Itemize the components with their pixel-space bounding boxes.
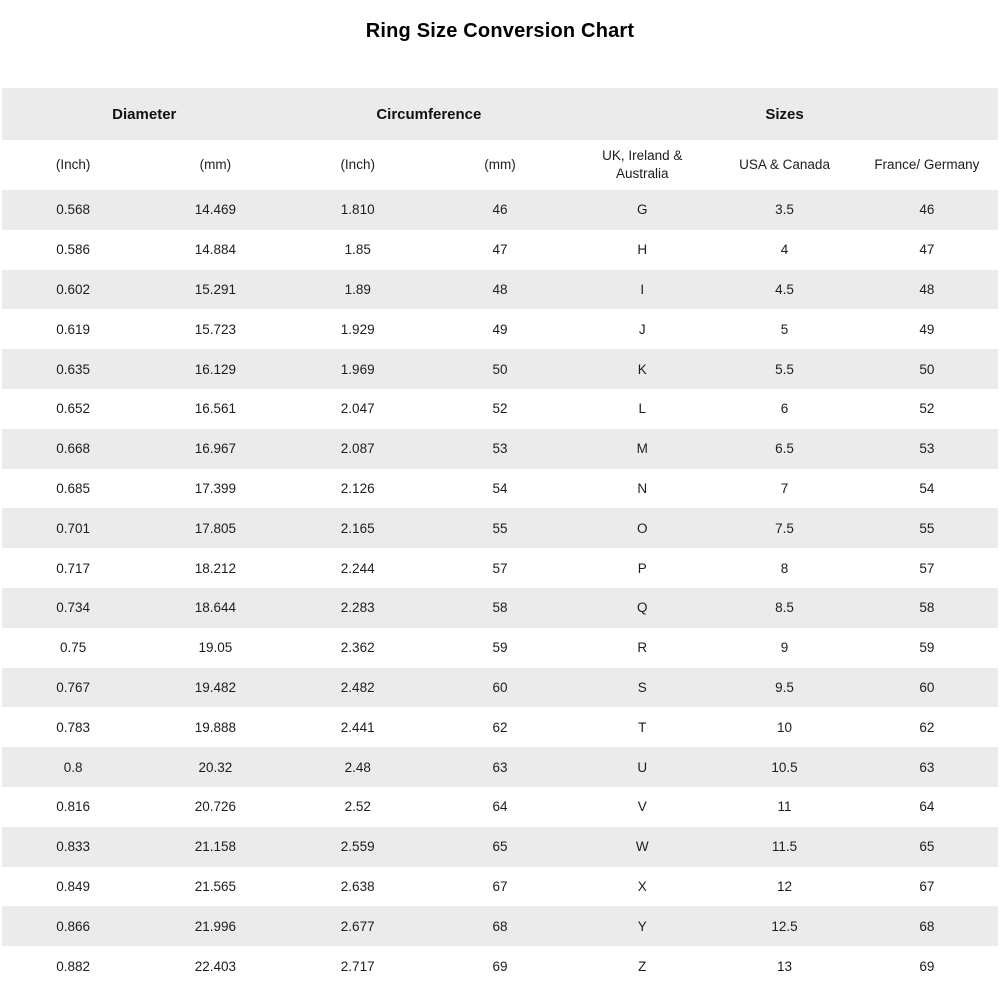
- table-cell: 1.810: [340, 202, 375, 218]
- table-cell: 1.85: [344, 242, 371, 258]
- table-cell: 10: [777, 719, 793, 735]
- table-cell: 6.5: [775, 441, 794, 457]
- table-cell: S: [637, 679, 647, 695]
- group-header-diameter: Diameter: [112, 105, 177, 123]
- table-cell: V: [637, 799, 647, 815]
- table-cell: 68: [919, 918, 935, 934]
- table-cell: 2.482: [340, 679, 375, 695]
- table-row: [2, 707, 998, 747]
- table-row: [2, 747, 998, 787]
- group-header-sizes: Sizes: [765, 105, 804, 123]
- table-cell: Y: [637, 918, 647, 934]
- table-cell: 12.5: [771, 918, 798, 934]
- table-row: [2, 628, 998, 668]
- table-cell: K: [637, 361, 647, 377]
- table-cell: 7: [780, 480, 789, 496]
- table-cell: 21.158: [194, 839, 237, 855]
- table-cell: 60: [492, 679, 508, 695]
- table-cell: 48: [919, 281, 935, 297]
- column-header-france-germany: France/ Germany: [874, 157, 980, 173]
- table-cell: H: [637, 242, 648, 258]
- table-body: [2, 190, 998, 986]
- table-cell: M: [636, 441, 648, 457]
- table-cell: 19.482: [194, 679, 237, 695]
- column-header-uk-ireland-australia: UK, Ireland & Australia: [602, 148, 683, 181]
- table-cell: 55: [919, 520, 935, 536]
- table-cell: 13: [777, 958, 793, 974]
- table-cell: 46: [919, 202, 935, 218]
- table-cell: 19.888: [194, 719, 237, 735]
- table-cell: 2.638: [340, 878, 375, 894]
- table-row: [2, 827, 998, 867]
- table-cell: 48: [492, 281, 508, 297]
- table-cell: 69: [492, 958, 508, 974]
- table-cell: X: [637, 878, 647, 894]
- table-cell: 14.469: [194, 202, 237, 218]
- table-cell: 22.403: [194, 958, 237, 974]
- table-cell: 63: [919, 759, 935, 775]
- table-cell: 9: [780, 640, 789, 656]
- table-row: [2, 190, 998, 230]
- table-cell: 19.05: [198, 640, 233, 656]
- table-cell: 0.882: [56, 958, 91, 974]
- table-cell: 17.399: [194, 480, 237, 496]
- table-cell: 54: [919, 480, 935, 496]
- table-cell: 2.244: [340, 560, 375, 576]
- table-row: [2, 946, 998, 986]
- table-cell: G: [637, 202, 648, 218]
- table-cell: 65: [919, 839, 935, 855]
- table-cell: 52: [919, 401, 935, 417]
- table-row: [2, 906, 998, 946]
- table-cell: 21.565: [194, 878, 237, 894]
- table-cell: 55: [492, 520, 508, 536]
- page-title: Ring Size Conversion Chart: [365, 20, 635, 42]
- table-cell: T: [638, 719, 647, 735]
- table-cell: 18.644: [194, 600, 237, 616]
- table-cell: 50: [919, 361, 935, 377]
- table-cell: 69: [919, 958, 935, 974]
- table-cell: 2.559: [340, 839, 375, 855]
- column-header-circumference-mm: (mm): [484, 157, 516, 173]
- table-cell: 62: [492, 719, 508, 735]
- table-cell: 0.816: [56, 799, 91, 815]
- column-header-usa-canada: USA & Canada: [739, 157, 830, 173]
- table-cell: 2.441: [340, 719, 375, 735]
- table-cell: Z: [638, 958, 647, 974]
- table-cell: 8.5: [775, 600, 794, 616]
- table-cell: 52: [492, 401, 508, 417]
- ring-size-conversion-table: [2, 88, 998, 986]
- table-cell: R: [637, 640, 648, 656]
- table-cell: 58: [919, 600, 935, 616]
- table-row: [2, 389, 998, 429]
- table-cell: 2.48: [344, 759, 371, 775]
- table-cell: 0.701: [56, 520, 91, 536]
- table-cell: 2.717: [340, 958, 375, 974]
- table-cell: 2.165: [340, 520, 375, 536]
- table-group-header-row: [2, 88, 998, 140]
- table-row: [2, 787, 998, 827]
- table-cell: 21.996: [194, 918, 237, 934]
- table-cell: 2.087: [340, 441, 375, 457]
- table-cell: 16.129: [194, 361, 237, 377]
- table-cell: Q: [637, 600, 648, 616]
- table-cell: 8: [780, 560, 789, 576]
- table-cell: U: [637, 759, 648, 775]
- table-cell: 0.685: [56, 480, 91, 496]
- table-cell: L: [638, 401, 647, 417]
- table-cell: N: [637, 480, 648, 496]
- table-cell: 0.734: [56, 600, 91, 616]
- table-row: [2, 668, 998, 708]
- table-cell: 47: [919, 242, 935, 258]
- table-cell: 6: [780, 401, 789, 417]
- table-cell: 67: [919, 878, 935, 894]
- table-cell: 64: [492, 799, 508, 815]
- table-cell: 12: [777, 878, 793, 894]
- table-cell: 46: [492, 202, 508, 218]
- table-cell: 5.5: [775, 361, 794, 377]
- table-cell: 2.52: [344, 799, 371, 815]
- table-cell: 0.767: [56, 679, 91, 695]
- table-cell: 1.89: [344, 281, 371, 297]
- table-cell: 58: [492, 600, 508, 616]
- table-cell: 64: [919, 799, 935, 815]
- table-cell: 1.969: [340, 361, 375, 377]
- table-row: [2, 429, 998, 469]
- table-cell: 47: [492, 242, 508, 258]
- table-cell: 3.5: [775, 202, 794, 218]
- table-cell: 67: [492, 878, 508, 894]
- table-cell: 10.5: [771, 759, 798, 775]
- table-cell: 15.291: [194, 281, 237, 297]
- table-column-header-row: [2, 140, 998, 190]
- table-cell: 68: [492, 918, 508, 934]
- table-cell: 4.5: [775, 281, 794, 297]
- table-row: [2, 588, 998, 628]
- table-cell: 15.723: [194, 321, 237, 337]
- table-cell: 50: [492, 361, 508, 377]
- table-cell: 59: [919, 640, 935, 656]
- table-cell: 60: [919, 679, 935, 695]
- column-header-circumference-inch: (Inch): [340, 157, 375, 173]
- table-cell: 5: [780, 321, 789, 337]
- table-cell: 0.783: [56, 719, 91, 735]
- table-cell: 57: [492, 560, 508, 576]
- table-cell: 2.047: [340, 401, 375, 417]
- table-row: [2, 270, 998, 310]
- table-cell: 49: [492, 321, 508, 337]
- table-cell: 0.8: [63, 759, 83, 775]
- table-cell: 54: [492, 480, 508, 496]
- table-cell: 16.967: [194, 441, 237, 457]
- table-row: [2, 349, 998, 389]
- column-header-diameter-inch: (Inch): [55, 157, 91, 173]
- table-cell: 53: [919, 441, 935, 457]
- table-cell: 0.849: [56, 878, 91, 894]
- table-cell: 59: [492, 640, 508, 656]
- table-cell: 2.283: [340, 600, 375, 616]
- table-cell: W: [635, 839, 649, 855]
- table-cell: 65: [492, 839, 508, 855]
- table-cell: 49: [919, 321, 935, 337]
- table-cell: J: [638, 321, 646, 337]
- table-cell: 0.75: [60, 640, 87, 656]
- table-cell: 0.619: [56, 321, 91, 337]
- table-header: [2, 88, 998, 190]
- table-cell: 2.362: [340, 640, 375, 656]
- table-cell: I: [640, 281, 645, 297]
- table-cell: 11.5: [771, 839, 798, 855]
- table-cell: 0.586: [56, 242, 91, 258]
- group-header-circumference: Circumference: [376, 105, 482, 123]
- table-cell: 16.561: [194, 401, 237, 417]
- table-row: [2, 508, 998, 548]
- table-cell: 0.568: [56, 202, 91, 218]
- table-cell: 2.677: [340, 918, 375, 934]
- table-row: [2, 469, 998, 509]
- table-row: [2, 548, 998, 588]
- table-cell: 0.652: [56, 401, 91, 417]
- table-cell: 0.717: [56, 560, 91, 576]
- table-cell: 63: [492, 759, 508, 775]
- table-cell: 0.635: [56, 361, 91, 377]
- table-cell: 0.866: [56, 918, 91, 934]
- table-cell: 4: [780, 242, 789, 258]
- table-cell: P: [637, 560, 647, 576]
- table-cell: 9.5: [775, 679, 794, 695]
- table-cell: 0.668: [56, 441, 91, 457]
- column-header-diameter-mm: (mm): [199, 157, 232, 173]
- table-cell: 7.5: [775, 520, 794, 536]
- table-cell: 53: [492, 441, 508, 457]
- table-cell: 1.929: [340, 321, 375, 337]
- table-row: [2, 309, 998, 349]
- table-cell: 11: [777, 799, 792, 815]
- table-cell: 62: [919, 719, 935, 735]
- table-row: [2, 867, 998, 907]
- table-cell: 57: [919, 560, 935, 576]
- table-cell: 18.212: [194, 560, 237, 576]
- table-cell: 0.833: [56, 839, 91, 855]
- table-cell: 2.126: [340, 480, 375, 496]
- table-cell: 14.884: [194, 242, 237, 258]
- table-cell: 20.726: [194, 799, 237, 815]
- table-cell: O: [637, 520, 648, 536]
- table-cell: 17.805: [194, 520, 237, 536]
- table-cell: 0.602: [56, 281, 91, 297]
- table-row: [2, 230, 998, 270]
- table-cell: 20.32: [198, 759, 233, 775]
